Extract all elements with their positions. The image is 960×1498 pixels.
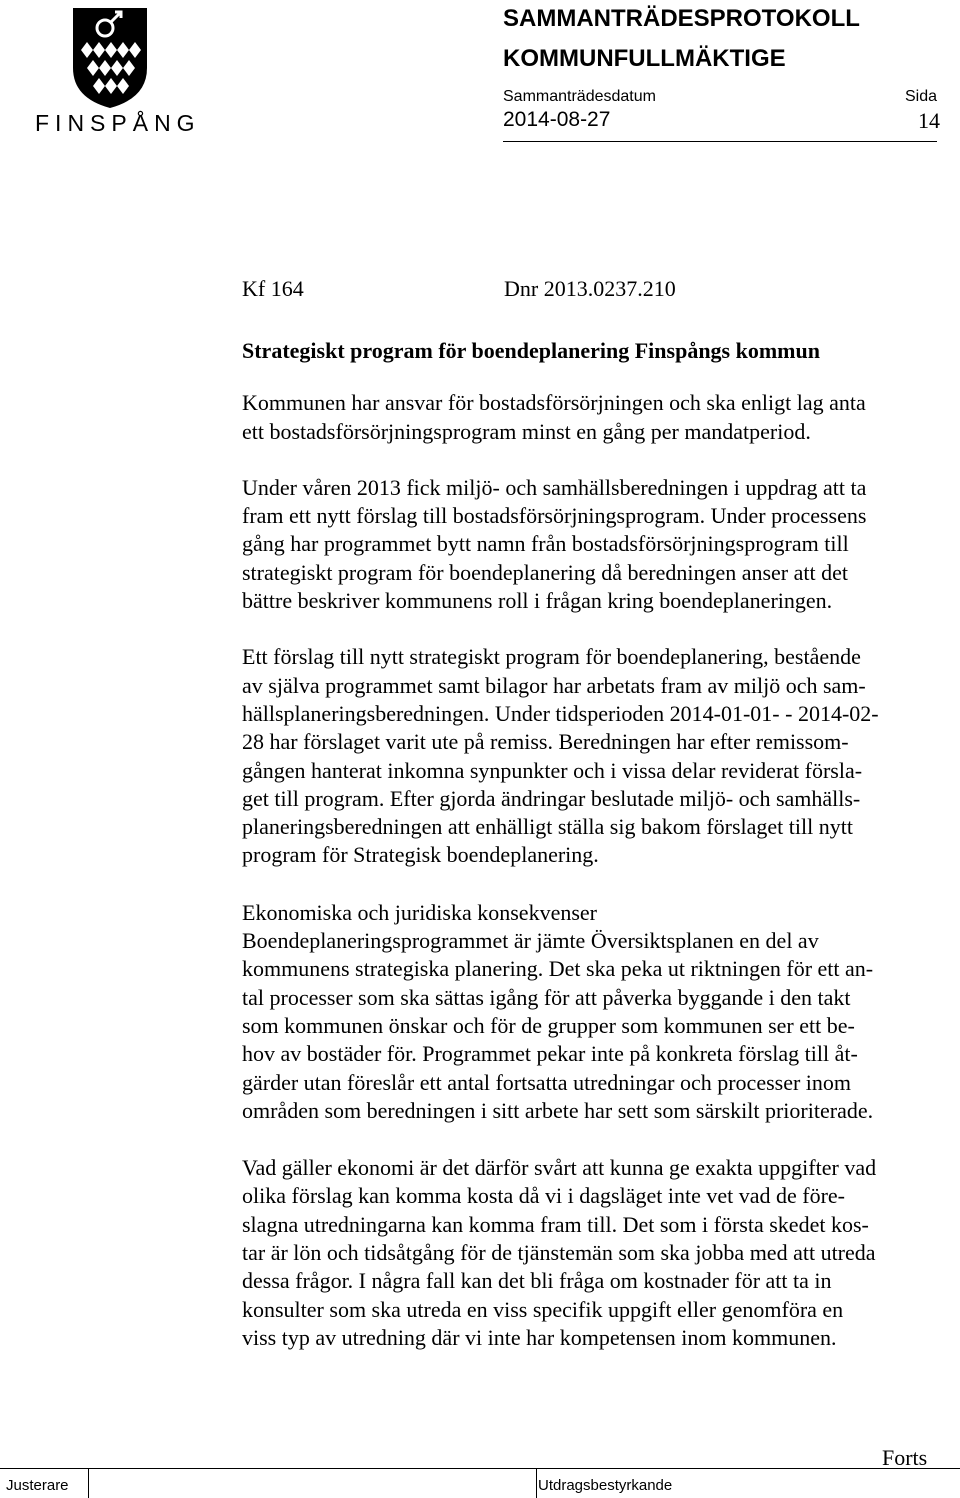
coat-of-arms-icon <box>35 6 185 110</box>
text-line: som kommunen önskar och för de grupper som kommunen ser ett be- <box>242 1012 855 1038</box>
text-line: gången hanterat inkomna synpunkter och i vissa delar reviderat försla- <box>242 757 863 783</box>
text-line: tal processer som ska sättas igång för att påverka byggande i den takt <box>242 984 851 1010</box>
text-line: get till program. Efter gjorda ändringar beslutade miljö- och samhälls- <box>242 785 861 811</box>
text-line: Kommunen har ansvar för bostadsförsörjningen och ska enligt lag anta <box>242 390 866 416</box>
text-line: ett bostadsförsörjningsprogram minst en gång per mandatperiod. <box>242 418 811 444</box>
text-line: Ett förslag till nytt strategiskt program för boendeplanering, bestående <box>242 644 861 670</box>
protocol-title: SAMMANTRÄDESPROTOKOLL <box>503 5 860 32</box>
text-line: hällsplaneringsberedningen. Under tidsperioden 2014-01-01- - 2014-02- <box>242 700 879 726</box>
footer-cell <box>88 1468 537 1498</box>
municipality-logo <box>35 6 201 136</box>
text-line: olika förslag kan komma kosta då vi i dagsläget inte vet vad de före- <box>242 1183 845 1209</box>
protocol-body: KOMMUNFULLMÄKTIGE <box>503 45 786 72</box>
text-line: slagna utredningarna kan komma fram till. Det som i första skedet kos- <box>242 1211 869 1237</box>
text-line: hov av bostäder för. Programmet pekar inte på konkreta förslag till åt- <box>242 1041 858 1067</box>
case-reference <box>242 275 957 309</box>
continued-marker: Forts <box>882 1445 928 1470</box>
paragraph <box>242 643 957 869</box>
header-divider <box>503 141 937 142</box>
text-line: viss typ av utredning där vi inte har kompetensen inom kommunen. <box>242 1324 837 1350</box>
text-line: strategiskt program för boendeplanering då beredningen anser att det <box>242 559 848 585</box>
registration-number: Dnr 2013.0237.210 <box>504 276 676 301</box>
text-line: dessa frågor. I några fall kan det bli fråga om kostnader för att ta in <box>242 1268 832 1294</box>
adjuster-label: Justerare <box>6 1477 69 1494</box>
paragraph-number: Kf 164 <box>242 276 304 301</box>
text-line: fram ett nytt förslag till bostadsförsörjningsprogram. Under processens <box>242 503 867 529</box>
paragraph <box>242 1154 957 1352</box>
paragraph <box>242 899 957 1125</box>
paragraph <box>242 474 957 615</box>
text-line: tar är lön och tidsåtgång för de tjänstemän som ska jobba med att utreda <box>242 1240 876 1266</box>
paragraph <box>242 389 957 446</box>
text-line: Vad gäller ekonomi är det därför svårt att kunna ge exakta uppgifter vad <box>242 1155 877 1181</box>
case-title: Strategiskt program för boendeplanering Finspångs kommun <box>242 338 820 363</box>
logo-wordmark: FINSPÅNG <box>35 110 201 136</box>
text-line: av själva programmet samt bilagor har arbetats fram av miljö och sam- <box>242 672 866 698</box>
text-line: planeringsberedningen att enhälligt ställa sig bakom förslaget till nytt <box>242 814 853 840</box>
text-line: gång har programmet bytt namn från bostadsförsörjningsprogram till <box>242 531 849 557</box>
text-line: konsulter som ska utreda en viss specifik uppgift eller genomföra en <box>242 1296 844 1322</box>
meeting-date: 2014-08-27 <box>503 108 611 131</box>
text-line: bättre beskriver kommunens roll i frågan kring boendeplaneringen. <box>242 588 833 614</box>
text-line: kommunens strategiska planering. Det ska peka ut riktningen för ett an- <box>242 956 874 982</box>
section-heading: Ekonomiska och juridiska konsekvenser <box>242 899 597 925</box>
text-line: Under våren 2013 fick miljö- och samhällsberedningen i uppdrag att ta <box>242 474 867 500</box>
text-line: 28 har förslaget varit ute på remiss. Beredningen har efter remissom- <box>242 729 849 755</box>
text-line: gärder utan föreslår ett antal fortsatta utredningar och processer inom <box>242 1069 852 1095</box>
extract-certification-label: Utdragsbestyrkande <box>538 1477 673 1494</box>
text-line: områden som beredningen i sitt arbete har sett som särskilt prioriterade. <box>242 1097 874 1123</box>
meeting-date-label: Sammanträdesdatum <box>503 88 656 105</box>
page-number: 14 <box>918 108 940 133</box>
text-line: Boendeplaneringsprogrammet är jämte Översiktsplanen en del av <box>242 928 819 954</box>
page-label: Sida <box>905 88 938 105</box>
text-line: program för Strategisk boendeplanering. <box>242 842 599 868</box>
document-body <box>242 275 957 1352</box>
